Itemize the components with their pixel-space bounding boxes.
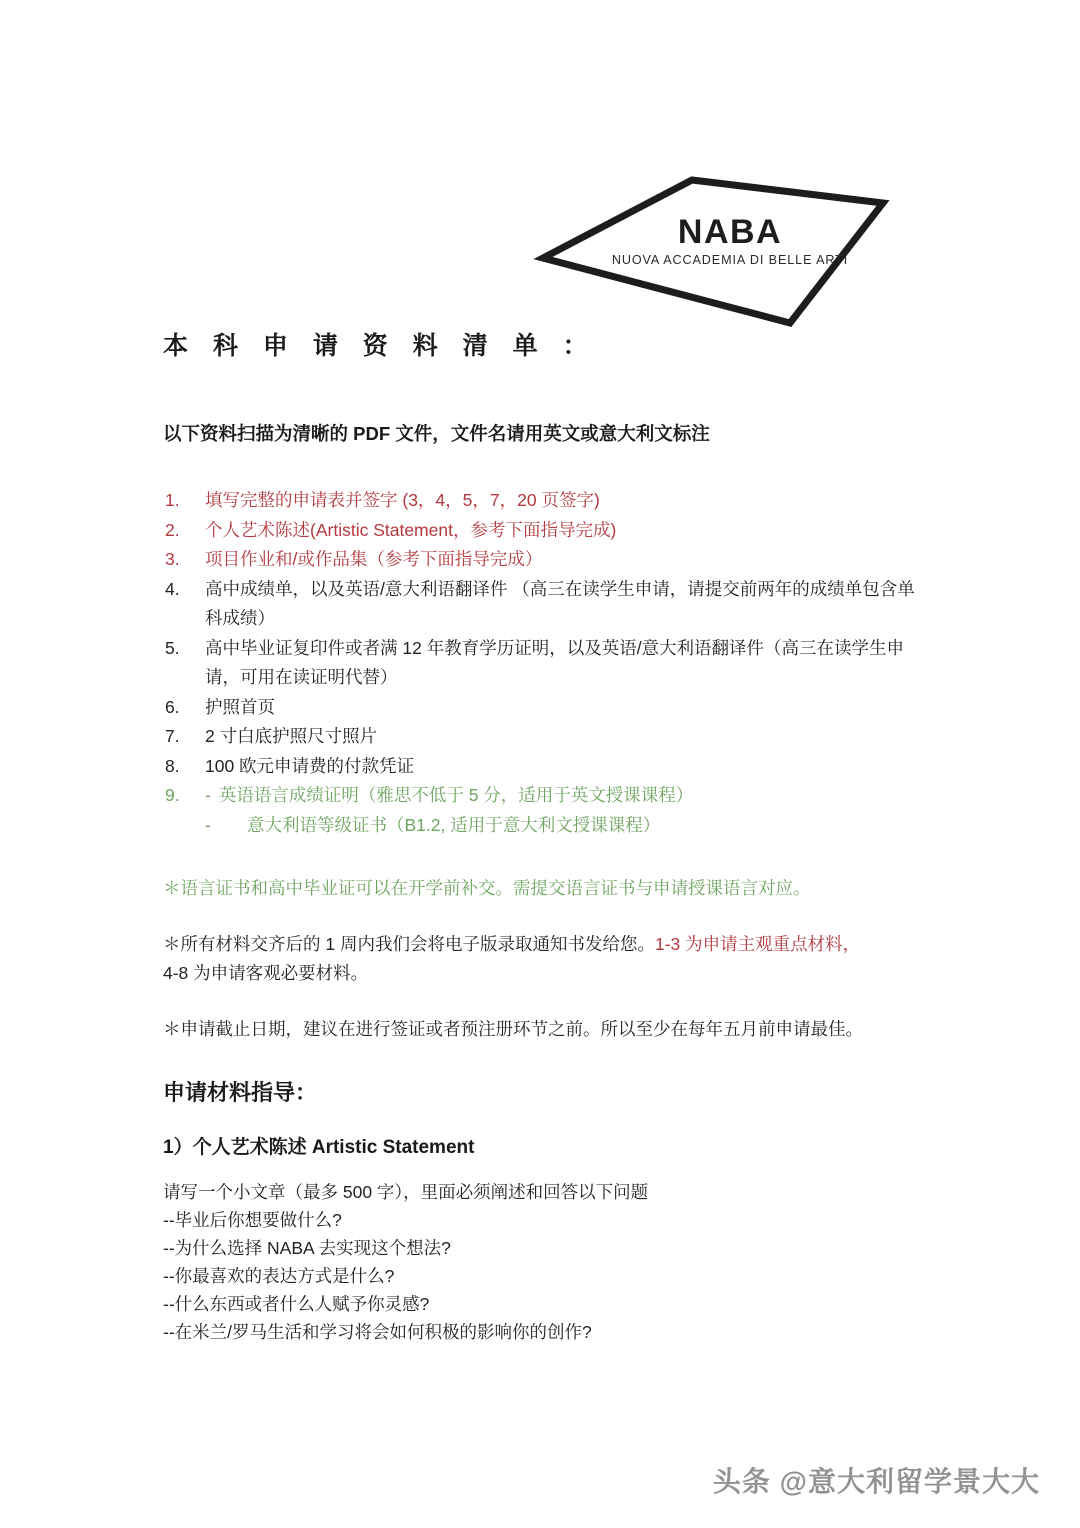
artistic-statement-question: --在米兰/罗马生活和学习将会如何积极的影响你的创作? [163,1321,592,1342]
naba-logo [520,160,920,340]
requirement-text: 个人艺术陈述(Artistic Statement，参考下面指导完成) [205,519,617,540]
requirement-subitem-text: 意大利语等级证书（B1.2, 适用于意大利文授课课程） [247,814,661,835]
requirement-number: 3. [165,549,180,570]
requirement-subitem-dash: - [205,814,211,835]
requirement-text: 2 寸白底护照尺寸照片 [205,726,378,747]
requirement-number: 7. [165,726,180,747]
requirement-subitem [205,811,923,841]
guidance-item1-heading: 1）个人艺术陈述 Artistic Statement [163,1137,475,1159]
artistic-statement-question: --为什么选择 NABA 去实现这个想法? [163,1237,451,1258]
requirement-number: 1. [165,490,180,511]
requirement-number: 9. [165,785,180,806]
requirement-text: 英语语言成绩证明（雅思不低于 5 分，适用于英文授课课程） [218,785,694,806]
requirement-text: 高中毕业证复印件或者满 12 年教育学历证明，以及英语/意大利语翻译件（高三在读学生申请，可用在读证明代替） [205,637,905,688]
requirement-dash: - [205,785,211,806]
note-deadline: ＊申请截止日期，建议在进行签证或者预注册环节之前。所以至少在每年五月前申请最佳。 [163,1018,863,1039]
requirement-item [163,575,923,634]
requirement-text: 护照首页 [205,696,275,717]
logo-tagline: NUOVA ACCADEMIA DI BELLE ARTI [611,252,849,267]
logo-wordmark: NABA [677,213,783,251]
requirement-item [163,722,923,752]
note-processing-text: ＊所有材料交齐后的 1 周内我们会将电子版录取通知书发给您。 [163,933,655,954]
note-processing-time [163,930,923,960]
requirement-item [163,752,923,782]
requirement-item [163,486,923,516]
requirements-list [163,486,923,840]
watermark: 头条 @意大利留学景大大 [712,1466,1040,1497]
page-title: 本 科 申 请 资 料 清 单 ： [163,332,597,360]
requirement-text: 填写完整的申请表并签字 (3，4，5，7，20 页签字) [205,490,600,511]
requirement-item [163,634,923,693]
requirement-item [163,693,923,723]
requirement-item [163,781,923,840]
note-objective-materials: 4-8 为申请客观必要材料。 [163,963,369,984]
note-language-certificate: ＊语言证书和高中毕业证可以在开学前补交。需提交语言证书与申请授课语言对应。 [163,878,811,899]
artistic-statement-question: --你最喜欢的表达方式是什么? [163,1265,395,1286]
guidance-heading: 申请材料指导： [163,1080,318,1106]
artistic-statement-question: --毕业后你想要做什么? [163,1209,342,1230]
document-body [163,330,923,1346]
document-subtitle: 以下资料扫描为清晰的 PDF 文件，文件名请用英文或意大利文标注 [163,422,710,444]
requirement-number: 4. [165,578,180,599]
note-subjective-highlight: 1-3 为申请主观重点材料， [654,933,861,954]
requirement-text: 高中成绩单，以及英语/意大利语翻译件 （高三在读学生申请，请提交前两年的成绩单包含单科成绩） [205,578,915,629]
requirement-number: 5. [165,637,180,658]
requirement-number: 6. [165,696,180,717]
artistic-statement-questions [163,1206,923,1346]
artistic-statement-intro: 请写一个小文章（最多 500 字），里面必须阐述和回答以下问题 [163,1181,649,1202]
requirement-item [163,545,923,575]
artistic-statement-question: --什么东西或者什么人赋予你灵感? [163,1293,430,1314]
requirement-item [163,516,923,546]
requirement-number: 8. [165,755,180,776]
requirement-text: 100 欧元申请费的付款凭证 [205,755,415,776]
requirement-number: 2. [165,519,180,540]
logo-parallelogram-icon [520,160,920,340]
requirement-text: 项目作业和/或作品集（参考下面指导完成） [205,549,543,570]
